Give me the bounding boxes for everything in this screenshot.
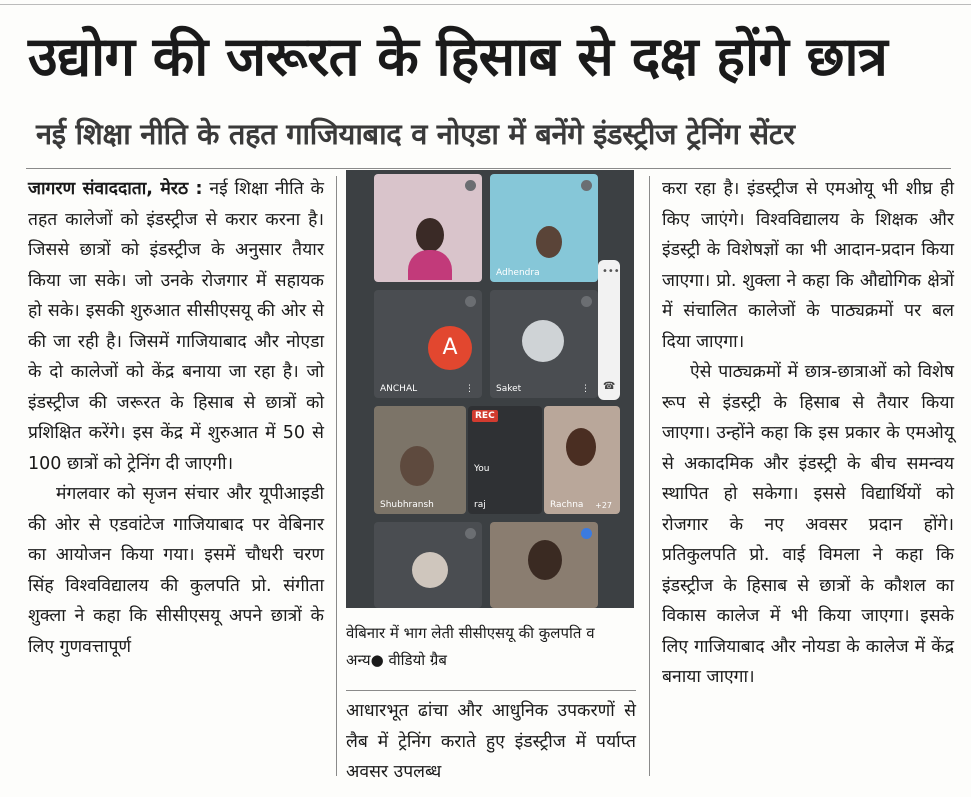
participant-name: Rachna <box>550 500 584 510</box>
paragraph-4: करा रहा है। इंडस्ट्रीज से एमओयू भी शीघ्र ही किए जाएंगे। विश्वविद्यालय के शिक्षक और इंडस्ट्री के विशेषज्ञों का भी आदान-प्रदान किया जाएगा। प्रो. शुक्ला ने कहा कि औद्योगिक क्षेत्रों में संचालित कालेजों के पाठ्यक्रमों पर बल दिया जाएगा। <box>662 179 954 352</box>
top-border <box>0 4 971 5</box>
participant-face <box>536 226 562 258</box>
participant-tile-4 <box>490 290 598 398</box>
mic-off-icon <box>581 296 592 307</box>
more-options-icon: ⋮ <box>465 384 474 394</box>
mic-off-icon <box>581 180 592 191</box>
mic-off-icon <box>465 296 476 307</box>
participant-face <box>566 428 596 466</box>
participant-tile-2 <box>490 174 598 282</box>
more-options-icon: ⋮ <box>581 384 590 394</box>
side-panel <box>598 260 620 400</box>
speaking-icon <box>581 528 592 539</box>
participant-tile-6 <box>468 406 542 514</box>
participant-tile-1 <box>374 174 482 282</box>
participant-name: Saket <box>496 384 522 394</box>
participant-tile-9 <box>490 522 598 608</box>
participant-name: Adhendra <box>496 268 540 278</box>
participant-avatar <box>412 552 448 588</box>
paragraph-1-text: नई शिक्षा नीति के तहत कालेजों को इंडस्ट्रीज से करार करना है। जिससे छात्रों को इंडस्ट्रीज के अनुसार तैयार किया जा सके। जो उनके रोजगार में सहायक हो सके। इसकी शुरुआत सीसीएसयू की ओर से की जा रही है। जिसमें गाजियाबाद और नोएडा के दो कालेजों को केंद्र बनाया जा रहा है। जो इंडस्ट्रीज की जरूरत के हिसाब से छात्रों को प्रशिक्षित करेंगे। इस केंद्र में शुरुआत में 50 से 100 छात्रों को ट्रेनिंग दी जाएगी। <box>28 179 324 474</box>
article-column-1 <box>28 174 324 784</box>
subheadline: नई शिक्षा नीति के तहत गाजियाबाद व नोएडा में बनेंगे इंडस्ट्रीज ट्रेनिंग सेंटर <box>36 117 795 151</box>
participant-name-2: raj <box>474 500 486 510</box>
participant-face <box>528 540 562 580</box>
participant-name: ANCHAL <box>380 384 418 394</box>
phone-icon: ☎ <box>603 381 616 392</box>
paragraph-3: आधारभूत ढांचा और आधुनिक उपकरणों से लैब में ट्रेनिंग कराते हुए इंडस्ट्रीज में पर्याप्त अवसर उपलब्ध <box>346 701 636 782</box>
headline: उद्योग की जरूरत के हिसाब से दक्ष होंगे छात्र <box>28 25 888 88</box>
mic-off-icon <box>465 528 476 539</box>
participant-avatar <box>522 320 564 362</box>
participant-tile-5 <box>374 406 466 514</box>
webinar-photo <box>346 170 634 608</box>
column-divider-2 <box>649 176 650 776</box>
mic-off-icon <box>465 180 476 191</box>
participant-avatar: A <box>428 326 472 370</box>
article-column-2 <box>346 696 636 791</box>
byline: जागरण संवाददाता, मेरठ : <box>28 179 203 199</box>
participant-tile-7 <box>544 406 620 514</box>
divider-top <box>26 168 951 169</box>
more-count-badge: +27 <box>595 501 612 510</box>
paragraph-1 <box>28 174 324 479</box>
caption-divider <box>346 690 636 691</box>
more-icon: ••• <box>602 266 620 277</box>
recording-badge: REC <box>472 410 498 422</box>
photo-caption: वेबिनार में भाग लेती सीसीएसयू की कुलपति व अन्य● वीडियो ग्रैब <box>346 624 595 669</box>
paragraph-5: ऐसे पाठ्यक्रमों में छात्र-छात्राओं को विशेष रूप से इंडस्ट्री के हिसाब से तैयार किया जाएगा। उन्होंने कहा कि इस प्रकार के एमओयू से अकादमिक और इंडस्ट्री के बीच समन्वय स्थापित हो सकेगा। इससे विद्यार्थियों को रोजगार के नए अवसर प्रदान होंगे। प्रतिकुलपति प्रो. वाई विमला ने कहा कि इंडस्ट्रीज के हिसाब से छात्रों के कौशल का विकास कालेज में भी किया जाएगा। इसके लिए गाजियाबाद और नोयडा के कालेज में केंद्र बनाया जाएगा। <box>662 362 954 687</box>
participant-name: Shubhransh <box>380 500 434 510</box>
participant-name: You <box>474 464 490 474</box>
column-divider-1 <box>336 176 337 776</box>
participant-tile-3 <box>374 290 482 398</box>
article-column-3 <box>662 174 954 789</box>
participant-face <box>400 446 434 486</box>
participant-tile-8 <box>374 522 482 608</box>
participant-face <box>416 218 444 252</box>
paragraph-2: मंगलवार को सृजन संचार और यूपीआइडी की ओर से एडवांटेज गाजियाबाद पर वेबिनार का आयोजन किया गया। इसमें चौधरी चरण सिंह विश्वविद्यालय की कुलपति प्रो. संगीता शुक्ला ने कहा कि सीसीएसयू अपने छात्रों के लिए गुणवत्तापूर्ण <box>28 484 324 657</box>
participant-clothing <box>408 250 452 280</box>
